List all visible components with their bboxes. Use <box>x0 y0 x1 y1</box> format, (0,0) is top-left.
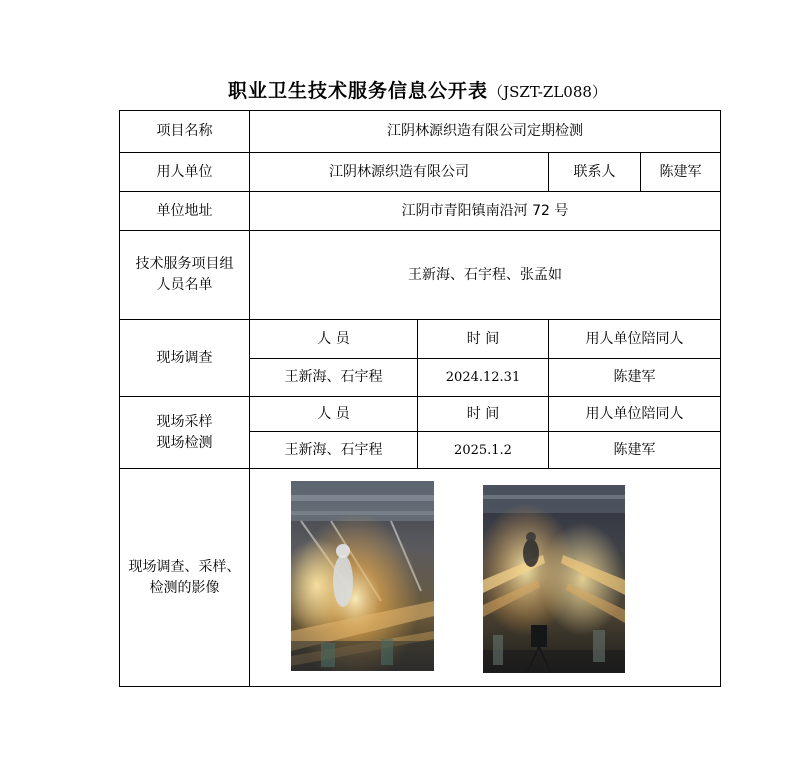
site-photo-2 <box>483 485 625 673</box>
sampling-label-line1: 现场采样 <box>156 413 213 430</box>
page-title <box>0 76 793 103</box>
site-photo-1-image <box>291 481 434 671</box>
sampling-time: 2025.1.2 <box>418 432 549 469</box>
team-label-line2: 人员名单 <box>156 277 213 293</box>
images-label <box>120 469 250 687</box>
site-survey-label: 现场调查 <box>120 320 250 397</box>
team-label-line1: 技术服务项目组 <box>135 256 234 272</box>
images-label-line2: 检测的影像 <box>149 579 220 596</box>
sampling-col-personnel: 人 员 <box>250 397 418 432</box>
sampling-col-escort: 用人单位陪同人 <box>549 397 721 432</box>
row-sampling-header <box>120 397 721 432</box>
sampling-col-time: 时 间 <box>418 397 549 432</box>
sampling-label <box>120 397 250 469</box>
project-name-value: 江阴林源织造有限公司定期检测 <box>250 111 721 153</box>
team-label <box>120 231 250 320</box>
team-value: 王新海、石宇程、张孟如 <box>250 231 721 320</box>
images-label-line1: 现场调查、采样、 <box>128 558 241 575</box>
contact-value: 陈建军 <box>641 153 721 192</box>
survey-col-personnel: 人 员 <box>250 320 418 359</box>
images-cell <box>250 469 721 687</box>
site-photo-1 <box>291 481 434 671</box>
survey-time: 2024.12.31 <box>418 359 549 397</box>
row-team <box>120 231 721 320</box>
row-address <box>120 192 721 231</box>
title-text: 职业卫生技术服务信息公开表 <box>228 80 489 102</box>
sampling-personnel: 王新海、石宇程 <box>250 432 418 469</box>
site-photo-2-image <box>483 485 625 673</box>
survey-personnel: 王新海、石宇程 <box>250 359 418 397</box>
sampling-label-line2: 现场检测 <box>156 434 213 451</box>
info-table <box>119 110 721 687</box>
address-label: 单位地址 <box>120 192 250 231</box>
employer-label: 用人单位 <box>120 153 250 192</box>
contact-label: 联系人 <box>549 153 641 192</box>
form-code: （JSZT-ZL088） <box>488 83 607 101</box>
sampling-escort: 陈建军 <box>549 432 721 469</box>
survey-escort: 陈建军 <box>549 359 721 397</box>
row-images <box>120 469 721 687</box>
survey-col-time: 时 间 <box>418 320 549 359</box>
survey-col-escort: 用人单位陪同人 <box>549 320 721 359</box>
row-survey-header <box>120 320 721 359</box>
project-name-label: 项目名称 <box>120 111 250 153</box>
row-employer <box>120 153 721 192</box>
address-value: 江阴市青阳镇南沿河 72 号 <box>250 192 721 231</box>
row-project-name <box>120 111 721 153</box>
employer-value: 江阴林源织造有限公司 <box>250 153 549 192</box>
